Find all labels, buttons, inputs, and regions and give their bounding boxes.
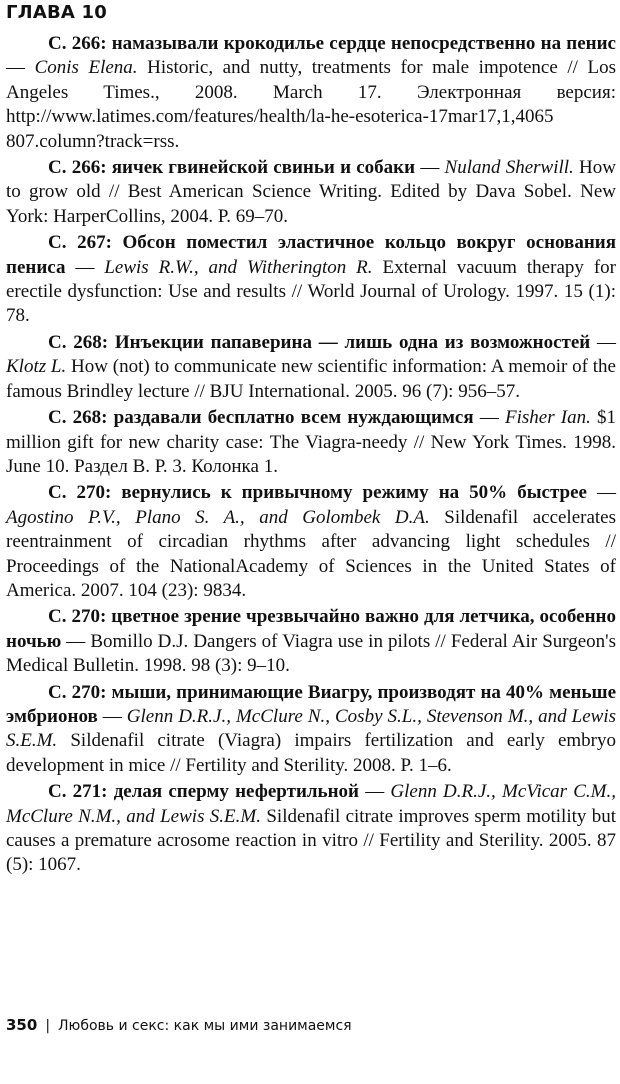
entry-citation: How to grow old // Best American Science Writing. Edited by Dava Sobel. New York: HarperCollins, 2004. P. 69–70.	[6, 157, 616, 227]
reference-entry-1: С. 266: намазывали крокодилье сердце непосредственно на пенис — Conis Elena. Historic, and nutty, treatments for male impotence // Los Angeles Times., 2008. March 17. Электронная версия: http://www.latimes.com/features/health/la-he-esoterica-17mar17,1,4065 807.column?track=rss.	[6, 33, 616, 152]
entry-authors: Glenn D.R.J., McClure N., Cosby S.L., Stevenson M., and Lewis S.E.M.	[6, 705, 617, 752]
entry-citation: Sildenafil accelerates reentrainment of circadian rhythms after advancing light schedules // Proceedings of the NationalAcademy of Sciences in the United States of America. 2007. 104 (23): 9834.	[6, 506, 617, 601]
entry-citation: External vacuum therapy for erectile dysfunction: Use and results // World Journal of Urology. 1997. 15 (1): 78.	[6, 256, 616, 327]
reference-entry-8: С. 270: мыши, принимающие Виагру, производят на 40% меньше эмбрионов — Glenn D.R.J., McClure N., Cosby S.L., Stevenson M., and Lewis S.E.M. Sildenafil citrate (Viagra) impairs fertilization and early embryo development in mice // Fertility and Sterility. 2008. P. 1–6.	[6, 681, 617, 776]
entry-heading: С. 268: раздавали бесплатно всем нуждающимся	[48, 407, 474, 429]
book-title: Любовь и секс: как мы ими занимаемся	[58, 1018, 352, 1034]
entry-authors: Agostino P.V., Plano S. A., and Golombek D.A.	[6, 506, 430, 528]
entry-citation: Historic, and nutty, treatments for male impotence // Los Angeles Times., 2008. March 17. Электронная версия: http://www.latimes.com/features/health/la-he-esoterica-17mar17,1,4065 807.column?track=rss.	[6, 57, 616, 152]
reference-entry-6: С. 270: вернулись к привычному режиму на 50% быстрее — Agostino P.V., Plano S. A., and Golombek D.A. Sildenafil accelerates reentrainment of circadian rhythms after advancing light schedules // Proceedings of the NationalAcademy of Sciences in the United States of America. 2007. 104 (23): 9834.	[6, 482, 617, 601]
entry-citation: $1 million gift for new charity case: The Viagra-needy // New York Times. 1998. June 10. Раздел В. Р. 3. Колонка 1.	[6, 407, 617, 477]
entry-heading: С. 270: вернулись к привычному режиму на 50% быстрее	[48, 482, 587, 504]
entry-citation: Sildenafil citrate improves sperm motility but causes a premature acrosome reaction in vitro // Fertility and Sterility. 2005. 87 (5): 1067.	[6, 805, 616, 876]
entry-authors: Conis Elena.	[34, 57, 138, 79]
entry-heading: С. 266: намазывали крокодилье сердце непосредственно на пенис	[48, 33, 616, 54]
entry-heading: С. 268: Инъекции папаверина — лишь одна из возможностей	[48, 331, 591, 353]
entry-citation: How (not) to communicate new scientific information: A memoir of the famous Brindley lecture // BJU International. 2005. 96 (7): 956–57.	[6, 356, 616, 402]
reference-entry-7: С. 270: цветное зрение чрезвычайно важно для летчика, особенно ночью — Bomillo D.J. Dangers of Viagra use in pilots // Federal Air Surgeon's Medical Bulletin. 1998. 98 (3): 9–10.	[6, 606, 617, 677]
entry-citation: Bomillo D.J. Dangers of Viagra use in pilots // Federal Air Surgeon's Medical Bulletin. 1998. 98 (3): 9–10.	[6, 630, 617, 677]
entry-authors: Nuland Sherwill.	[444, 157, 574, 179]
page-footer	[6, 1016, 352, 1034]
entry-authors: Fisher Ian.	[505, 407, 591, 429]
reference-entry-4: С. 268: Инъекции папаверина — лишь одна из возможностей — Klotz L. How (not) to communicate new scientific information: A memoir of the famous Brindley lecture // BJU International. 2005. 96 (7): 956–57.	[6, 331, 617, 402]
reference-entry-5: С. 268: раздавали бесплатно всем нуждающимся — Fisher Ian. $1 million gift for new charity case: The Viagra-needy // New York Times. 1998. June 10. Раздел В. Р. 3. Колонка 1.	[6, 407, 617, 477]
entry-heading: С. 271: делая сперму нефертильной	[48, 781, 359, 803]
entry-heading: С. 266: яичек гвинейской свиньи и собаки	[48, 157, 416, 179]
page-number: 350	[6, 1016, 38, 1034]
reference-entry-9: С. 271: делая сперму нефертильной — Glenn D.R.J., McVicar C.M., McClure N.M., and Lewis S.E.M. Sildenafil citrate improves sperm motility but causes a premature acrosome reaction in vitro // Fertility and Sterility. 2005. 87 (5): 1067.	[6, 781, 617, 876]
entry-citation: Sildenafil citrate (Viagra) impairs fertilization and early embryo development in mice // Fertility and Sterility. 2008. P. 1–6.	[6, 730, 617, 776]
entry-heading: С. 267: Обсон поместил эластичное кольцо вокруг основания пениса	[6, 232, 616, 278]
entry-authors: Lewis R.W., and Witherington R.	[104, 256, 373, 278]
chapter-label: ГЛАВА 10	[6, 2, 107, 23]
entry-authors: Glenn D.R.J., McVicar C.M., McClure N.M., and Lewis S.E.M.	[6, 781, 617, 827]
entry-heading: С. 270: мыши, принимающие Виагру, производят на 40% меньше эмбрионов	[6, 681, 616, 727]
entry-authors: Klotz L.	[6, 356, 67, 378]
reference-entry-2: С. 266: яичек гвинейской свиньи и собаки — Nuland Sherwill. How to grow old // Best American Science Writing. Edited by Dava Sobel. New York: HarperCollins, 2004. P. 69–70.	[6, 157, 616, 227]
reference-list	[6, 32, 616, 880]
reference-entry-3: С. 267: Обсон поместил эластичное кольцо вокруг основания пениса — Lewis R.W., and Witherington R. External vacuum therapy for erectile dysfunction: Use and results // World Journal of Urology. 1997. 15 (1): 78.	[6, 232, 616, 327]
entry-heading: С. 270: цветное зрение чрезвычайно важно для летчика, особенно ночью	[6, 606, 616, 652]
footer-separator: |	[45, 1018, 51, 1034]
